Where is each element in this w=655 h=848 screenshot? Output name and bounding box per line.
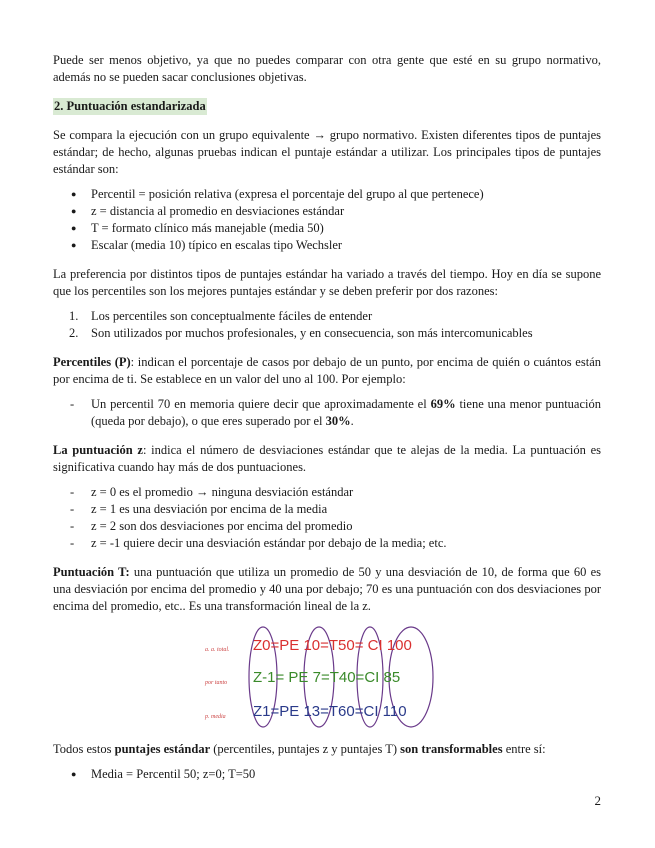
section-heading-row: [53, 98, 601, 115]
example-bold-69: 69%: [430, 397, 456, 411]
list-item: [53, 396, 601, 430]
percentiles-paragraph: [53, 354, 601, 388]
t-score-term: Puntuación T:: [53, 565, 130, 579]
dash-marker: -: [70, 397, 75, 411]
list-item: ● T = formato clínico más manejable (media 50): [53, 220, 601, 237]
percentiles-term: Percentiles (P): [53, 355, 131, 369]
list-text: Los percentiles son conceptualmente fáciles de entender: [91, 309, 373, 323]
list-item: [53, 308, 601, 325]
list-number: 2.: [69, 326, 79, 340]
list-text: z = 1 es una desviación por encima de la media: [91, 502, 328, 516]
z-score-text: : indica el número de desviaciones estándar que te alejas de la media. La puntuación es significativa cuando hay más de dos puntuaciones.: [53, 443, 601, 474]
summary-text: entre sí:: [502, 742, 546, 756]
z-score-list: [53, 484, 601, 552]
document-page: [53, 52, 601, 783]
example-text: tiene una menor puntuación (queda por debajo), o que eres superado por el: [91, 397, 601, 428]
list-item: [53, 518, 601, 535]
dash-marker: -: [70, 519, 75, 533]
section-heading: 2. Puntuación estandarizada: [54, 99, 206, 113]
list-text: z = -1 quiere decir una desviación estándar por debajo de la media; etc.: [91, 536, 447, 550]
example-text: Un percentil 70 en memoria quiere decir que aproximadamente el: [91, 397, 431, 411]
z-score-paragraph: [53, 442, 601, 476]
score-types-list: [53, 186, 601, 254]
intro-paragraph: Puede ser menos objetivo, ya que no puedes comparar con otra gente que esté en su grupo normativo, además no se pueden sacar conclusiones objetivas.: [53, 53, 601, 84]
list-item: [53, 501, 601, 518]
figure-row-minus-one: Z-1= PE 7=T40=CI 85: [253, 669, 401, 686]
preference-paragraph: La preferencia por distintos tipos de puntajes estándar ha variado a través del tiempo. Hoy en día se supone que los percentiles son los mejores puntajes estándar y se deben preferir por dos razones:: [53, 267, 601, 298]
list-number: 1.: [69, 309, 79, 323]
list-item: ● z = distancia al promedio en desviaciones estándar: [53, 203, 601, 220]
compare-paragraph: Se compara la ejecución con un grupo equivalente → grupo normativo. Existen diferentes tipos de puntajes estándar; de hecho, algunas pruebas indican el puntaje estándar a utilizar. Los principales tipos de puntajes estándar son:: [53, 128, 601, 176]
summary-list: [53, 766, 601, 783]
handwritten-equivalence-figure: [203, 625, 443, 729]
dash-marker: -: [70, 536, 75, 550]
reasons-list: [53, 308, 601, 342]
summary-text: Todos estos: [53, 742, 115, 756]
figure-row-plus-one: Z1=PE 13=T60=CI 110: [253, 703, 407, 720]
list-item: ● Media = Percentil 50; z=0; T=50: [53, 766, 601, 783]
z-score-term: La puntuación z: [53, 443, 143, 457]
dash-marker: -: [70, 485, 75, 499]
example-text: .: [350, 414, 354, 428]
list-item: [53, 535, 601, 552]
percentiles-text: : indican el porcentaje de casos por debajo de un punto, por encima de quién o cuántos están por encima de ti. Se establece en un valor del uno al 100. Por ejemplo:: [53, 355, 601, 386]
list-text: Son utilizados por muchos profesionales, y en consecuencia, son más intercomunicables: [91, 326, 533, 340]
list-text: z = 0 es el promedio → ninguna desviación estándar: [91, 485, 354, 499]
list-item: [53, 484, 601, 501]
t-score-text: una puntuación que utiliza un promedio de 50 y una desviación de 10, de forma que 60 es una desviación por encima del promedio y 40 una por debajo; 70 es una puntuación con dos desviaciones por encima del promedio, etc.. Es una transformación lineal de la z.: [53, 565, 601, 613]
summary-text: (percentiles, puntajes z y puntajes T): [210, 742, 401, 756]
percentile-example-list: [53, 396, 601, 430]
list-item: ● Escalar (media 10) típico en escalas tipo Wechsler: [53, 237, 601, 254]
figure-side-label: por tanto: [205, 680, 228, 686]
summary-paragraph: [53, 741, 601, 758]
list-item: ● Percentil = posición relativa (expresa el porcentaje del grupo al que pertenece): [53, 186, 601, 203]
list-text: z = 2 son dos desviaciones por encima del promedio: [91, 519, 353, 533]
figure-side-label: p. media: [205, 714, 226, 720]
list-item: [53, 325, 601, 342]
summary-bold-scores: puntajes estándar: [114, 742, 211, 756]
figure-row-mean: Z0=PE 10=T50= CI 100: [253, 637, 412, 654]
dash-marker: -: [70, 502, 75, 516]
figure-side-label: a. a. total.: [205, 647, 230, 653]
page-number: 2: [594, 793, 601, 808]
example-bold-30: 30%: [325, 414, 351, 428]
summary-bold-transformable: son transformables: [400, 742, 503, 756]
t-score-paragraph: [53, 564, 601, 615]
